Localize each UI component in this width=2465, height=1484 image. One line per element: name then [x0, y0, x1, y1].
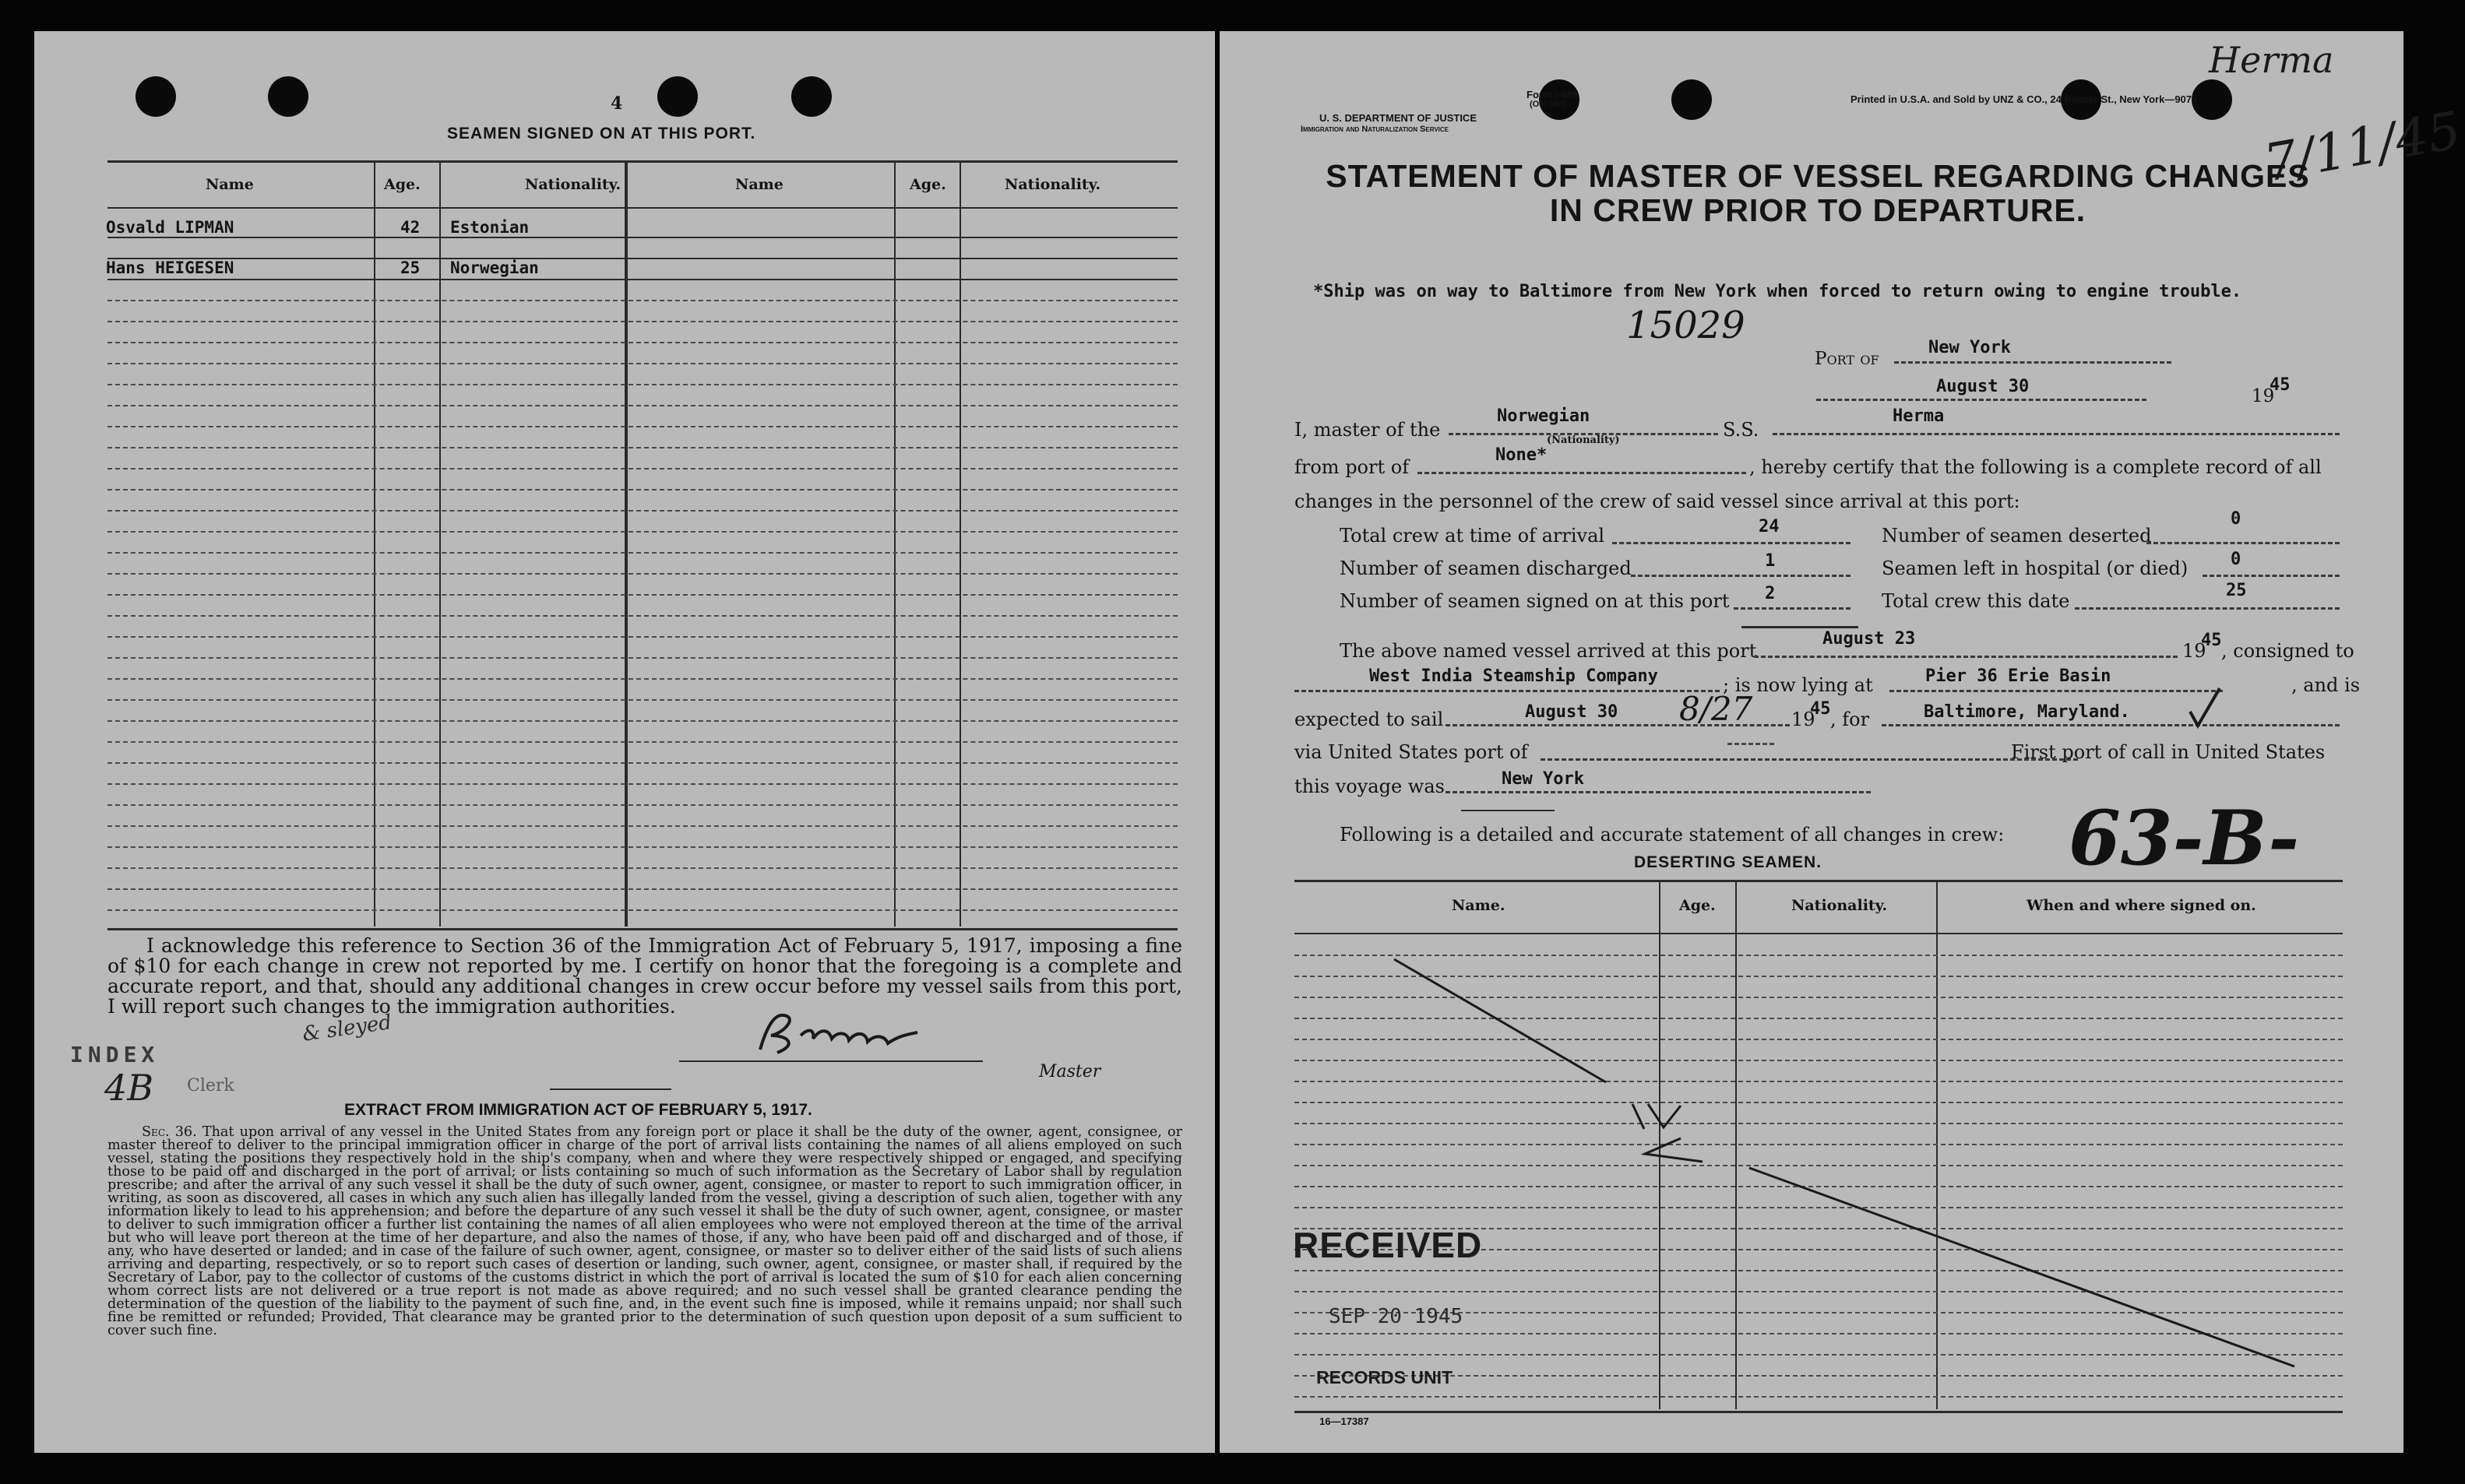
column-divider [960, 160, 961, 927]
lying-label: ; is now lying at [1723, 674, 1873, 696]
records-unit-stamp: RECORDS UNIT [1316, 1367, 1453, 1387]
year-suffix: 45 [2270, 375, 2291, 395]
clerk-stamp: Clerk [187, 1076, 234, 1095]
handwritten-index-number: 4B [104, 1067, 154, 1109]
arrived-value: August 23 [1822, 629, 1916, 649]
following-label: Following is a detailed and accurate statement of all changes in crew: [1340, 824, 2005, 846]
stat-underline [1631, 575, 1851, 577]
master-signature-line [679, 1060, 983, 1062]
row-rule [107, 405, 1178, 406]
stat-value: 1 [1765, 551, 1776, 571]
col-header-nationality: Nationality. [1791, 897, 1888, 914]
stat-underline [2075, 607, 2340, 610]
signature-rule [550, 1088, 671, 1090]
row-rule [107, 720, 1178, 722]
row-rule [107, 741, 1178, 743]
col-header-signed-on: When and where signed on. [2027, 897, 2256, 914]
stat-value: 25 [2226, 581, 2247, 600]
engine-trouble-note: *Ship was on way to Baltimore from New York when forced to return owing to engine trouble. [1313, 282, 2242, 301]
row-rule [107, 699, 1178, 701]
punch-hole [657, 76, 698, 117]
handwritten-date: 7/11/45 [2259, 100, 2465, 194]
row-rule [107, 279, 1178, 280]
row-rule [107, 825, 1178, 827]
punch-hole [136, 76, 176, 117]
row-rule [107, 447, 1178, 448]
department-label: U. S. DEPARTMENT OF JUSTICE [1319, 112, 1477, 124]
master-label: Master [1039, 1062, 1101, 1081]
year-suffix: 45 [1810, 699, 1831, 719]
form-old-number: (Old 689) [1530, 100, 1567, 109]
row-rule [107, 468, 1178, 469]
ss-label: S.S. [1723, 419, 1759, 441]
form-number: Form I-489 [1527, 89, 1578, 100]
row-rule [107, 384, 1178, 385]
stat-label: Total crew at time of arrival [1340, 525, 1605, 547]
year-prefix: 19 [2182, 640, 2206, 662]
printer-line: Printed in U.S.A. and Sold by UNZ & CO., 24 Beaver St., New York—9076 [1851, 93, 2198, 105]
for-underline [1882, 724, 2340, 726]
row-rule [1294, 1396, 2343, 1398]
col-header-age: Age. [384, 176, 421, 193]
date-value: August 30 [1936, 377, 2030, 396]
from-port-label: from port of [1294, 456, 1410, 478]
column-divider [439, 160, 441, 927]
stat-total-rule [1741, 626, 1858, 628]
row-rule [107, 531, 1178, 533]
nationality-value: Norwegian [1497, 406, 1590, 426]
stat-value: 0 [2231, 550, 2241, 569]
col-header-name-2: Name [735, 176, 784, 193]
stat-value: 24 [1759, 517, 1780, 536]
column-divider [894, 160, 896, 927]
handwritten-file-number: 15029 [1626, 304, 1745, 347]
col-header-name: Name [206, 176, 254, 193]
voyage-label: this voyage was [1294, 775, 1445, 797]
expected-underline [1446, 724, 1790, 726]
stat-value: 0 [2231, 509, 2241, 529]
stat-underline [2146, 542, 2340, 544]
row-rule [107, 237, 1178, 238]
row-rule [107, 657, 1178, 659]
arrived-label: The above named vessel arrived at this port [1340, 640, 1757, 662]
from-port-value: None* [1495, 445, 1548, 465]
table-cell-name: Hans HEIGESEN [106, 258, 234, 277]
consigned-label: , consigned to [2221, 640, 2354, 662]
form-title-line2: IN CREW PRIOR TO DEPARTURE. [1549, 192, 2086, 228]
extract-text: That upon arrival of any vessel in the United States from any foreign port or place it shall be the duty of the owner, agent, consignee, or master thereof to deliver to the principal immigration officer in charge of the port of arrival lists containing the names of all aliens employed on such vessel, stating the positions they respectively hold in the ship's company, when and where they were respectively shipped or engaged, and specifying those to be paid off and discharged in the port of arrival; or lists containing so much of such information as the Secretary of Labor shall by regulation prescribe; and after the arrival of any such vessel it shall be the duty of such owner, agent, consignee, or master to report to such immigration officer, in writing, as soon as discovered, all cases in which any such alien has illegally landed from the vessel, giving a description of such alien, together with any information likely to lead to his apprehension; and before the departure of any such vessel it shall be the duty of such owner, agent, consignee, or master to deliver to such immigration officer a further list containing the names of all alien employees who were not employed thereon at the time of the arrival but who will leave port thereon at the time of her departure, and also the names of those, if any, who have been paid off and discharged and of those, if any, who have deserted or landed; and in case of the failure of such owner, agent, consignee, or master so to deliver either of the said lists of such aliens arriving and departing, respectively, or so to report such cases of desertion or landing, such owner, agent, consignee, or master shall, if required by the Secretary of Labor, pay to the collector of customs of the customs district in which the port of arrival is located the sum of $10 for each alien concerning whom correct lists are not delivered or a true report is not made as above required; and no such vessel shall be granted clearance pending the determination of the question of the liability to the payment of such fine, and, in the event such fine is imposed, while it remains unpaid; nor shall such fine be remitted or refunded; Provided, That clearance may be granted prior to the determination of such question upon deposit of a sum sufficient to cover such fine. [107, 1124, 1182, 1338]
service-label: Immigration and Naturalization Service [1301, 125, 1449, 134]
voyage-value: New York [1502, 769, 1584, 789]
port-label: Port of [1815, 349, 1879, 369]
master-of-label: I, master of the [1294, 419, 1441, 441]
expected-label: expected to sail [1294, 709, 1444, 730]
handwritten-initials-note: & sleyed [301, 1011, 393, 1046]
row-rule [107, 258, 1178, 259]
row-rule [107, 615, 1178, 617]
master-signature [751, 1004, 977, 1059]
right-page [1220, 31, 2465, 1453]
row-rule [107, 636, 1178, 638]
stat-label: Number of seamen signed on at this port [1340, 590, 1730, 612]
acknowledgment-text: I acknowledge this reference to Section 36 of the Immigration Act of February 5, 1917, imposing a fine of $10 for each change in crew not reported by me. I certify on honor that the foregoing is a complete and accurate report, and that, should any additional changes in crew occur before my vessel sails from this port, I will report such changes to the immigration authorities. [107, 934, 1182, 1018]
handwritten-vessel-name: Herma [2209, 39, 2334, 81]
punch-hole [791, 76, 832, 117]
arrived-underline [1754, 656, 2178, 658]
deserting-heading: DESERTING SEAMEN. [1634, 853, 1822, 871]
stat-label: Seamen left in hospital (or died) [1882, 557, 2189, 579]
section-label: Sec. 36. [142, 1124, 197, 1140]
certify-text: , hereby certify that the following is a complete record of all [1749, 456, 2322, 478]
row-rule [107, 804, 1178, 806]
row-rule [107, 678, 1178, 680]
lying-underline [1889, 690, 2223, 692]
date-underline [1816, 399, 2146, 401]
port-underline [1894, 361, 2171, 364]
table-cell-age: 25 [400, 258, 421, 277]
changes-text: changes in the personnel of the crew of said vessel since arrival at this port: [1294, 491, 2020, 512]
cancellation-strike-lines [1375, 934, 2310, 1370]
row-rule [107, 909, 1178, 911]
col-header-age-2: Age. [910, 176, 946, 193]
consignee-underline [1294, 690, 1720, 692]
small-dash [1727, 743, 1774, 745]
table-cell-nationality: Estonian [450, 218, 530, 237]
footer-code: 16—17387 [1319, 1415, 1369, 1427]
voyage-rule [1461, 810, 1555, 811]
deserting-table-top [1294, 880, 2343, 882]
nationality-caption: (Nationality) [1547, 434, 1620, 446]
stat-label: Total crew this date [1882, 590, 2070, 612]
vessel-underline [1773, 433, 2340, 435]
row-rule [107, 426, 1178, 427]
punch-hole [2192, 79, 2232, 120]
seamen-signed-heading: SEAMEN SIGNED ON AT THIS PORT. [447, 125, 756, 142]
voyage-underline [1446, 791, 1871, 793]
form-title-line1: STATEMENT OF MASTER OF VESSEL REGARDING CHANGES [1326, 158, 2310, 194]
column-divider [625, 160, 628, 927]
and-is-label: , and is [2291, 674, 2361, 696]
extract-title: EXTRACT FROM IMMIGRATION ACT OF FEBRUARY 5, 1917. [344, 1101, 812, 1119]
deserting-table-bottom [1294, 1411, 2343, 1413]
row-rule [107, 510, 1178, 512]
row-rule [107, 867, 1178, 869]
row-rule [107, 846, 1178, 848]
col-header-name: Name. [1452, 897, 1505, 914]
index-stamp: INDEX [70, 1042, 160, 1067]
row-rule [107, 300, 1178, 301]
row-rule [107, 762, 1178, 764]
table-cell-nationality: Norwegian [450, 258, 539, 277]
vessel-name: Herma [1893, 406, 1945, 426]
consignee-value: West India Steamship Company [1369, 666, 1658, 686]
for-label: , for [1830, 709, 1870, 730]
row-rule [107, 783, 1178, 785]
form-title [1296, 159, 2340, 227]
left-page [34, 31, 1215, 1453]
year-prefix: 19 [2252, 386, 2275, 406]
col-header-age: Age. [1679, 897, 1716, 914]
table-cell-name: Osvald LIPMAN [106, 218, 234, 237]
row-rule [107, 363, 1178, 364]
via-label: via United States port of [1294, 741, 1528, 763]
col-header-nationality: Nationality. [525, 176, 622, 193]
extract-text-block [107, 1126, 1182, 1338]
port-value: New York [1928, 338, 2011, 357]
punch-hole [1671, 79, 1712, 120]
stat-label: Number of seamen discharged [1340, 557, 1632, 579]
handwritten-file-code: 63-B- [2069, 794, 2300, 882]
punch-hole [268, 76, 308, 117]
stat-underline [1612, 542, 1851, 544]
header-rule [107, 207, 1178, 209]
from-port-underline [1417, 472, 1746, 474]
via-underline [1541, 758, 2078, 761]
col-header-nationality-2: Nationality. [1005, 176, 1101, 193]
page-number: 4 [611, 93, 623, 114]
year-prefix: 19 [1791, 709, 1815, 730]
stat-underline [1734, 607, 1851, 610]
received-stamp: RECEIVED [1293, 1225, 1483, 1265]
row-rule [107, 573, 1178, 575]
table-top-rule [107, 160, 1178, 163]
check-mark-icon [2185, 685, 2224, 732]
lying-value: Pier 36 Erie Basin [1925, 666, 2111, 686]
for-value: Baltimore, Maryland. [1924, 702, 2130, 722]
handwritten-expected-date: 8/27 [1679, 690, 1753, 728]
stat-label: Number of seamen deserted [1882, 525, 2152, 547]
row-rule [107, 888, 1178, 890]
table-cell-age: 42 [400, 218, 421, 237]
table-bottom-rule [107, 928, 1178, 930]
row-rule [107, 552, 1178, 554]
row-rule [107, 321, 1178, 322]
year-suffix: 45 [2201, 631, 2222, 650]
stat-underline [2203, 575, 2340, 577]
column-divider [374, 160, 375, 927]
row-rule [107, 489, 1178, 491]
row-rule [107, 594, 1178, 596]
expected-value: August 30 [1525, 702, 1618, 722]
stat-value: 2 [1765, 584, 1776, 603]
received-date-stamp: SEP 20 1945 [1329, 1305, 1463, 1328]
row-rule [107, 342, 1178, 343]
first-call-label: First port of call in United States [2011, 741, 2326, 763]
